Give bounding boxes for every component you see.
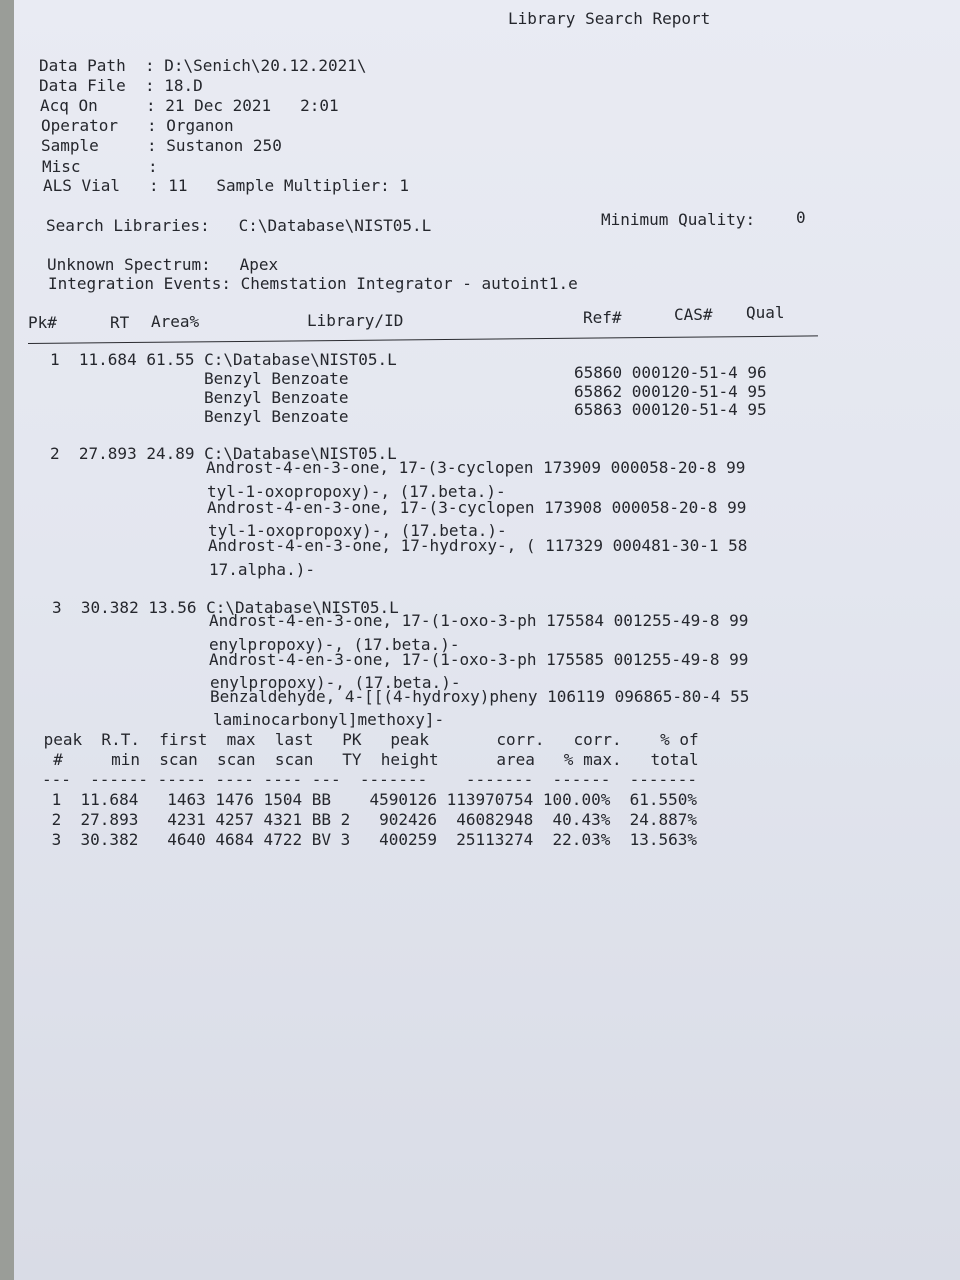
col-pk: Pk# xyxy=(28,313,57,332)
hit-2-head: 2 27.893 24.89 C:\Database\NIST05.L xyxy=(50,444,397,463)
peak-row-3: 3 30.382 4640 4684 4722 BV 3 400259 25113274 22.03% 13.563% xyxy=(42,830,698,849)
hit-2-line-1: Androst-4-en-3-one, 17-(3-cyclopen 173909 000058-20-8 99 xyxy=(206,458,746,477)
col-qual: Qual xyxy=(746,303,785,322)
hit-1-head: 1 11.684 61.55 C:\Database\NIST05.L xyxy=(50,350,397,369)
integration-events: Integration Events: Chemstation Integrator - autoint1.e xyxy=(48,274,578,293)
hit-1-name-1: Benzyl Benzoate xyxy=(204,369,349,388)
hit-3-line-3: Androst-4-en-3-one, 17-(1-oxo-3-ph 175585 001255-49-8 99 xyxy=(209,650,749,669)
hit-1-ref-2: 65862 000120-51-4 95 xyxy=(574,382,767,401)
hit-3-line-4: enylpropoxy)-, (17.beta.)- xyxy=(210,673,461,692)
hit-3-head: 3 30.382 13.56 C:\Database\NIST05.L xyxy=(52,598,399,617)
report-title: Library Search Report xyxy=(508,9,711,28)
als-vial: ALS Vial : 11 Sample Multiplier: 1 xyxy=(43,176,410,195)
hit-3-line-6: laminocarbonyl]methoxy]- xyxy=(213,710,445,729)
peak-row-1: 1 11.684 1463 1476 1504 BB 4590126 113970754 100.00% 61.550% xyxy=(42,790,698,809)
hit-1-ref-3: 65863 000120-51-4 95 xyxy=(574,400,767,419)
misc: Misc : xyxy=(42,157,158,176)
hit-2-line-5: Androst-4-en-3-one, 17-hydroxy-, ( 117329 000481-30-1 58 xyxy=(208,536,748,555)
hit-1-name-3: Benzyl Benzoate xyxy=(204,407,349,426)
hit-3-line-5: Benzaldehyde, 4-[[(4-hydroxy)pheny 106119 096865-80-4 55 xyxy=(210,687,750,706)
acq-on: Acq On : 21 Dec 2021 2:01 xyxy=(40,96,339,115)
hit-2-line-3: Androst-4-en-3-one, 17-(3-cyclopen 173908 000058-20-8 99 xyxy=(207,498,747,517)
hit-1-name-2: Benzyl Benzoate xyxy=(204,388,349,407)
hit-2-line-2: tyl-1-oxopropoxy)-, (17.beta.)- xyxy=(207,482,506,501)
data-file: Data File : 18.D xyxy=(39,76,203,95)
peak-table-dashes: --- ------ ----- ---- ---- --- ------- ------- ------ ------- xyxy=(42,770,698,789)
minimum-quality-value: 0 xyxy=(796,208,806,227)
hit-2-line-6: 17.alpha.)- xyxy=(209,560,315,579)
peak-row-2: 2 27.893 4231 4257 4321 BB 2 902426 46082948 40.43% 24.887% xyxy=(42,810,698,829)
col-cas: CAS# xyxy=(674,305,713,324)
minimum-quality-label: Minimum Quality: xyxy=(601,210,756,229)
sample: Sample : Sustanon 250 xyxy=(41,136,282,155)
data-path: Data Path : D:\Senich\20.12.2021\ xyxy=(39,56,367,75)
operator: Operator : Organon xyxy=(41,116,234,135)
col-library-id: Library/ID xyxy=(307,311,404,330)
report-page xyxy=(14,0,960,1280)
unknown-spectrum: Unknown Spectrum: Apex xyxy=(47,255,279,274)
hit-3-line-1: Androst-4-en-3-one, 17-(1-oxo-3-ph 175584 001255-49-8 99 xyxy=(209,611,749,630)
peak-table-header-2: # min scan scan scan TY height area % max. total xyxy=(34,750,699,769)
hit-3-line-2: enylpropoxy)-, (17.beta.)- xyxy=(209,635,460,654)
col-rt: RT xyxy=(110,313,130,332)
col-ref: Ref# xyxy=(583,308,622,327)
search-libraries: Search Libraries: C:\Database\NIST05.L xyxy=(46,216,432,235)
peak-table-header-1: peak R.T. first max last PK peak corr. corr. % of xyxy=(34,730,699,749)
col-area: Area% xyxy=(151,312,200,331)
hit-1-ref-1: 65860 000120-51-4 96 xyxy=(574,363,767,382)
header-rule xyxy=(28,335,818,344)
hit-2-line-4: tyl-1-oxopropoxy)-, (17.beta.)- xyxy=(208,521,507,540)
